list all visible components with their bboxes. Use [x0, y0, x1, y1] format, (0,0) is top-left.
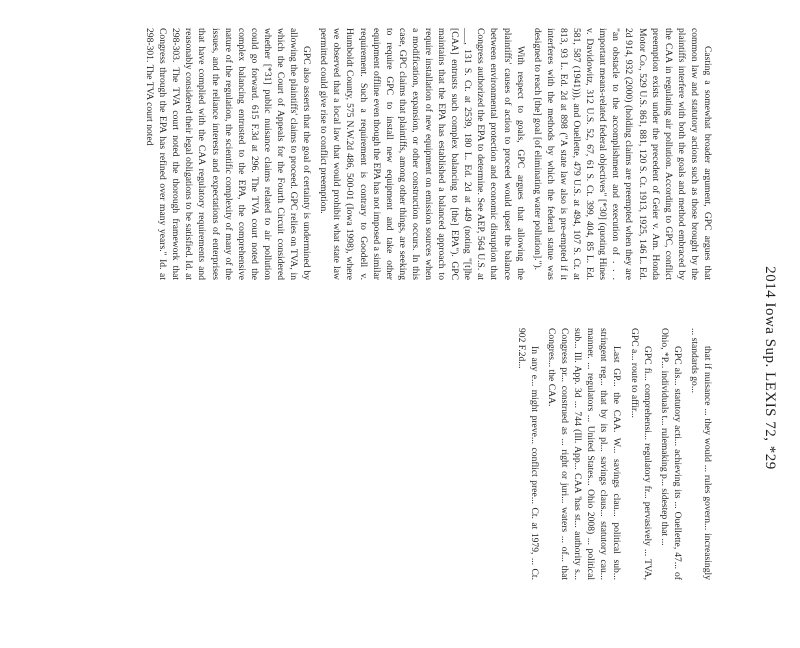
- paragraph: Casting a somewhat broader argument, GPC argues that common law and statutory actions such as those brought by the plaintiffs interfere with both the goals and method embraced by the CAA in regulating air pollution. According to GPC, conflict preemption exists under the precedent of Geier v. Am. Honda Motor Co., 529 U.S. 861, 881, 120 S. Ct. 1913, 1925, 146 L. Ed. 2d 914, 932 (2000) (holding claims are preempted when they are "an obstacle to the accomplishment and execution of . . . important means-related federal objectives" [*30] (quoting Hines v. Davidowitz, 312 U.S. 52, 67, 61 S. Ct. 399, 404, 85 L. Ed. 581, 587 (1941))), and Ouellette, 479 U.S. at 494, 107 S. Ct. at 813, 93 L. Ed. 2d at 898 ("A state law also is pre-empted if it interferes with the methods by which the federal statue was designed to reach [the] goal [of eliminating water pollution].").: [531, 28, 713, 280]
- paragraph: GPC also asserts that the goal of certainty is undermined by allowing the plaintiffs' claims to proceed. GPC relies on TVA, in which the Court of Appeals for the Fourth Circuit considered whether [*31] public nuisance claims related to air pollution could go forward. 615 F.3d at 296. The TVA court noted the complex balancing entrusted to the EPA, the comprehensive nature of the regulation, the scientific complexity of many of the issues, and the reliance interests and expectations of enterprises that have complied with the CAA regulatory requirements and reasonably considered their legal obligations to be satisfied. Id. at 298-303. The TVA court noted the thorough framework that Congress through the EPA has refined over many years." Id. at 298-301. The TVA court noted: [144, 28, 313, 280]
- paragraph: Last GP... the CAA. W... savings clau... political sub... stringent reg... that by its pl... savings claus... statutory cau... manner. ... regulators ... United States... Ohio 2008) ... political sub... Ill. App. 3d ... 744 (Ill. App... CAA 'has st... authority s... Congress pr... construed as ... right or juri... waters ... of... that Congres... the CAA.: [545, 328, 623, 580]
- paragraph: With respect to goals, GPC argues that allowing the plaintiffs' causes of action to proceed would upset the balance between environmental protection and economic disruption that Congress authorized the EPA to determine. See AEP, 564 U.S. at ___, 131 S. Ct. at 2539, 180 L. Ed. 2d at 449 (noting "[t]he [CAA] entrusts such complex balancing to [the] EPA"). GPC maintains that the EPA has established a balanced approach to require installation of new equipment on emission sources when a modification, expansion, or other construction occurs. In this case, GPC claims that plaintiffs, among other things, are seeking to require GPC to install new equipment and take other equipment offline even though the EPA has not imposed a similar requirement. Such a requirement is contrary to Goodell v. Humboldt County, 575 N.W.2d 486, 500-01 (Iowa 1998), where we observed that a local law that would prohibit what state law permitted could give rise to conflict preemption.: [318, 28, 526, 280]
- text-column-main: [9, 28, 714, 280]
- paragraph: In any e... might preve... conflict pree... Ct. at 1979, ... Ct. 902 F.2d...: [515, 328, 540, 580]
- running-head: 2014 Iowa Sup. LEXIS 72, *29: [762, 266, 778, 470]
- paragraph: that if nuisance ... they would ... rules govern... increasingly ... standards go...: [688, 328, 713, 580]
- paragraph: GPC fi... comprehensi... regulatory fr... pervasively ... TVA, GPC a... route to affir...: [628, 328, 653, 580]
- text-column-cut: [9, 328, 714, 580]
- paragraph: GPC als... statutory acti... achieving its ... Ouellette, 47... of Ohio, *P... individuals t... rulemaking p... sidestep that ...: [658, 328, 683, 580]
